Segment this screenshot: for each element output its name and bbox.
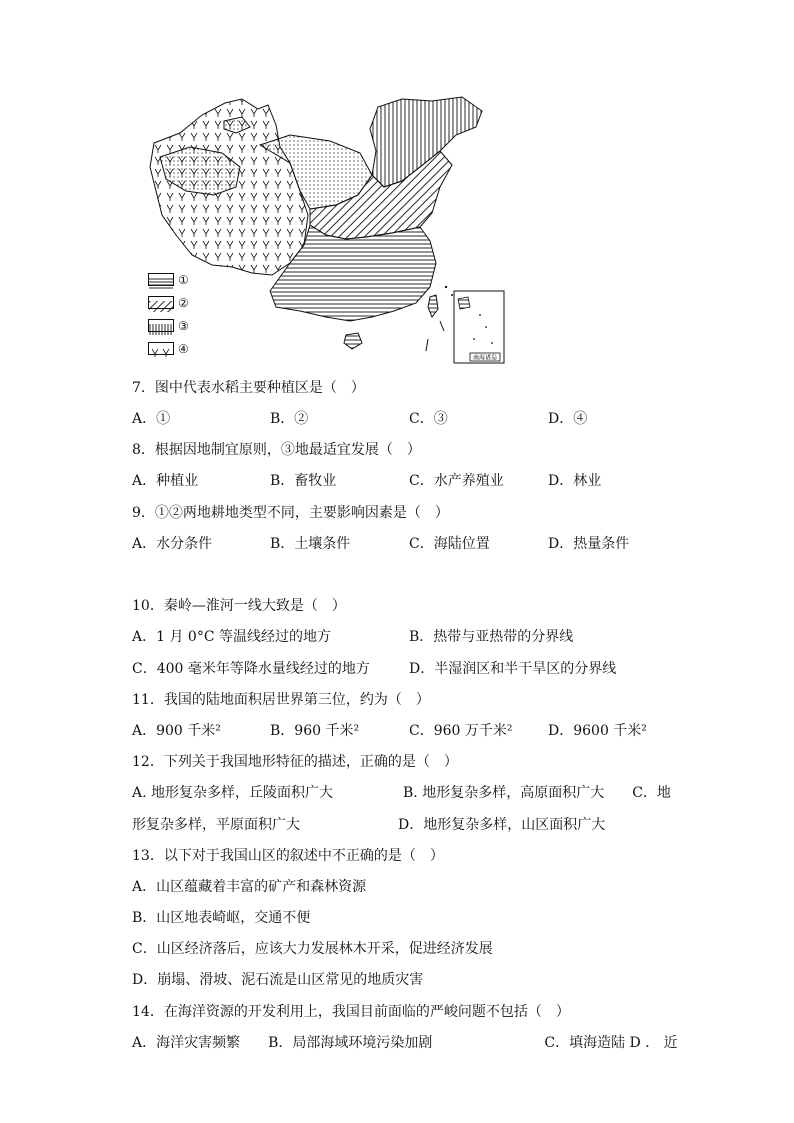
question-10-stem: 10．秦岭—淮河一线大致是（ ）: [132, 598, 346, 614]
q9-option-c[interactable]: C．海陆位置: [409, 536, 490, 552]
q13-option-a[interactable]: A．山区蕴藏着丰富的矿产和森林资源: [132, 879, 367, 895]
q11-option-d[interactable]: D．9600 千米²: [548, 723, 647, 739]
q8-option-a[interactable]: A．种植业: [132, 473, 199, 489]
q13-option-d[interactable]: D．崩塌、滑坡、泥石流是山区常见的地质灾害: [132, 972, 424, 988]
q13-option-c[interactable]: C．山区经济落后，应该大力发展林木开采，促进经济发展: [132, 941, 493, 957]
question-9-stem: 9．①②两地耕地类型不同，主要影响因素是（ ）: [132, 505, 449, 521]
q7-option-c[interactable]: C．③: [409, 411, 448, 427]
q10-option-d[interactable]: D．半湿润区和半干旱区的分界线: [409, 661, 617, 677]
legend-label-1: ①: [178, 273, 189, 287]
q7-option-d[interactable]: D．④: [548, 411, 588, 427]
legend-swatch-4: [148, 342, 174, 355]
q12-options-line-2[interactable]: 形复杂多样，平原面积广大 D．地形复杂多样，山区面积广大: [132, 817, 606, 833]
q14-options-line[interactable]: A．海洋灾害频繁 B．局部海域环境污染加剧 C．填海造陆 D ． 近: [132, 1035, 678, 1051]
q9-option-a[interactable]: A．水分条件: [132, 536, 213, 552]
question-8-stem: 8．根据因地制宜原则，③地最适宜发展（ ）: [132, 442, 421, 458]
inset-label: 南海诸岛: [472, 354, 498, 362]
q9-option-b[interactable]: B．土壤条件: [270, 536, 351, 552]
legend-label-3: ③: [178, 319, 189, 333]
question-11-stem: 11．我国的陆地面积居世界第三位，约为（ ）: [132, 692, 430, 708]
q9-option-d[interactable]: D．热量条件: [548, 536, 630, 552]
q11-option-a[interactable]: A．900 千米²: [132, 723, 221, 739]
legend-swatch-2: [148, 296, 174, 309]
q11-option-b[interactable]: B．960 千米²: [270, 723, 360, 739]
q8-option-c[interactable]: C．水产养殖业: [409, 473, 504, 489]
china-agriculture-map: [140, 95, 510, 365]
hainan: [344, 333, 362, 349]
q10-option-b[interactable]: B．热带与亚热带的分界线: [409, 629, 574, 645]
legend-swatch-1: [148, 273, 174, 286]
question-14-stem: 14．在海洋资源的开发利用上，我国目前面临的严峻问题不包括（ ）: [132, 1004, 570, 1020]
question-7-stem: 7．图中代表水稻主要种植区是（ ）: [132, 380, 365, 396]
legend-label-2: ②: [178, 296, 189, 310]
q10-option-c[interactable]: C．400 毫米年等降水量线经过的地方: [132, 661, 370, 677]
q11-option-c[interactable]: C．960 万千米²: [409, 723, 513, 739]
legend-swatch-3: [148, 319, 174, 332]
q12-options-line-1[interactable]: A. 地形复杂多样，丘陵面积广大 B. 地形复杂多样，高原面积广大 C．地: [132, 785, 671, 801]
q10-option-a[interactable]: A．1 月 0°C 等温线经过的地方: [132, 629, 331, 645]
q13-option-b[interactable]: B．山区地表崎岖，交通不便: [132, 910, 311, 926]
taiwan: [428, 295, 438, 317]
q8-option-b[interactable]: B．畜牧业: [270, 473, 337, 489]
question-13-stem: 13．以下对于我国山区的叙述中不正确的是（ ）: [132, 848, 444, 864]
question-12-stem: 12．下列关于我国地形特征的描述，正确的是（ ）: [132, 754, 458, 770]
q8-option-d[interactable]: D．林业: [548, 473, 602, 489]
q7-option-a[interactable]: A．①: [132, 411, 171, 427]
legend-label-4: ④: [178, 342, 189, 356]
q7-option-b[interactable]: B．②: [270, 411, 309, 427]
